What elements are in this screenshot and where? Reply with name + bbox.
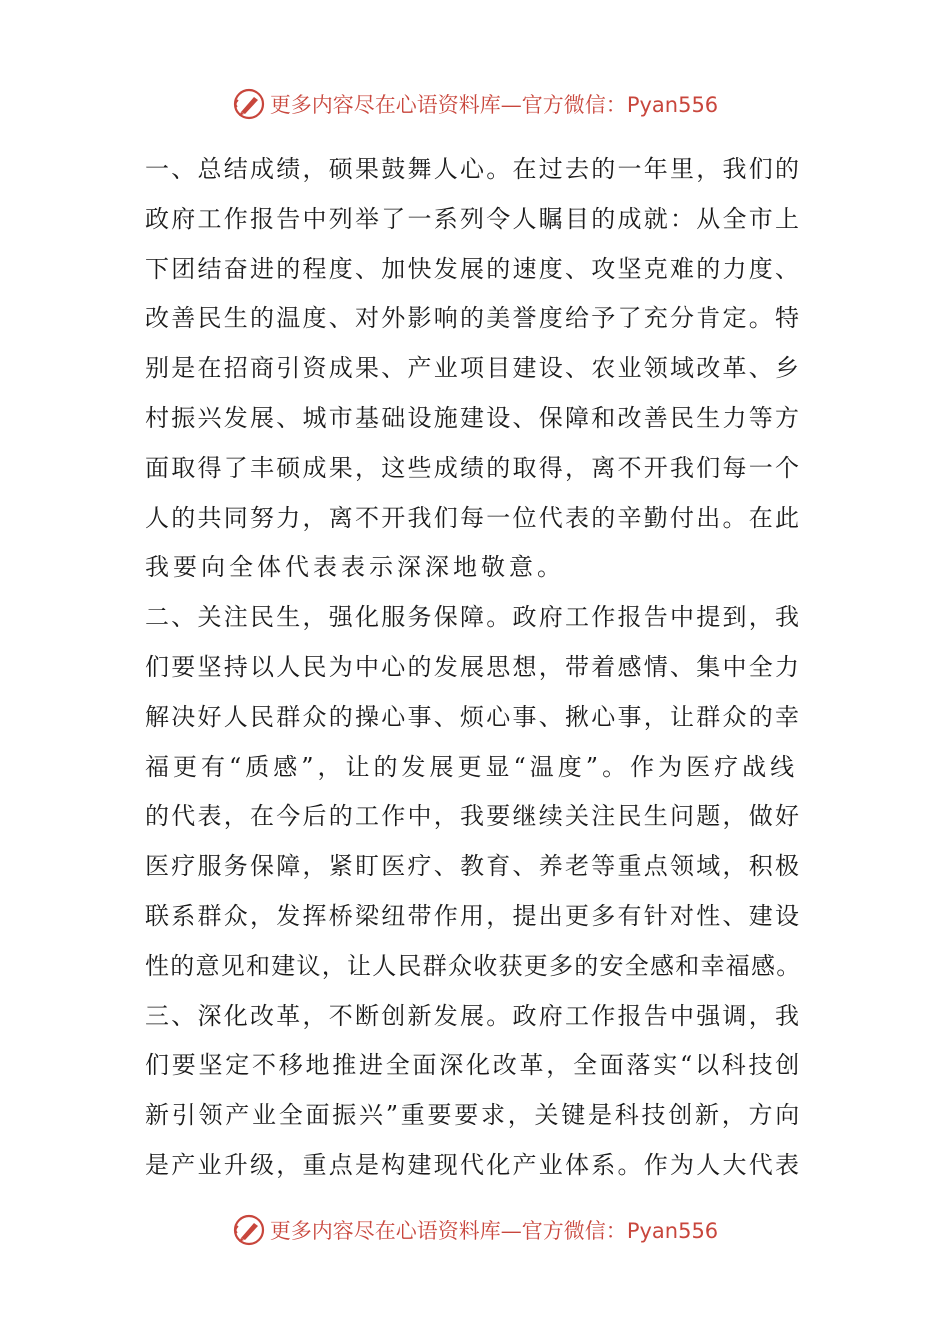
text-line: 二、关注民生，强化服务保障。政府工作报告中提到，我	[145, 603, 802, 632]
text-line: 我要向全体代表表示深深地敬意。	[145, 553, 565, 582]
header-banner-text: 更多内容尽在心语资料库—官方微信：Pyan556	[269, 93, 719, 117]
text-line: 的代表，在今后的工作中，我要继续关注民生问题，做好	[145, 802, 802, 831]
text-line: 们要坚持以人民为中心的发展思想，带着感情、集中全力	[145, 652, 802, 681]
text-line: 福更有“质感”，让的发展更显“温度”。作为医疗战线	[145, 752, 799, 781]
text-line: 村振兴发展、城市基础设施建设、保障和改善民生力等方	[145, 403, 802, 432]
text-line: 下团结奋进的程度、加快发展的速度、攻坚克难的力度、	[145, 254, 802, 283]
text-line: 一、总结成绩，硕果鼓舞人心。在过去的一年里，我们的	[145, 155, 802, 183]
footer-banner-text: 更多内容尽在心语资料库—官方微信：Pyan556	[269, 1219, 719, 1243]
footer-wechat-id: Pyan556	[626, 1219, 719, 1243]
pen-logo-icon	[232, 1213, 266, 1247]
text-line: 新引领产业全面振兴”重要要求，关键是科技创新，方向	[145, 1101, 803, 1130]
text-line: 是产业升级，重点是构建现代化产业体系。作为人大代表	[145, 1150, 802, 1179]
footer-banner	[0, 1210, 950, 1250]
text-line: 医疗服务保障，紧盯医疗、教育、养老等重点领域，积极	[145, 852, 802, 881]
document-body	[145, 145, 805, 1191]
header-banner	[0, 84, 950, 124]
text-line: 联系群众，发挥桥梁纽带作用，提出更多有针对性、建设	[145, 901, 802, 930]
text-line: 改善民生的温度、对外影响的美誉度给予了充分肯定。特	[145, 304, 802, 333]
text-line: 面取得了丰硕成果，这些成绩的取得，离不开我们每一个	[145, 453, 802, 482]
text-line: 解决好人民群众的操心事、烦心事、揪心事，让群众的幸	[145, 702, 802, 731]
text-line: 们要坚定不移地推进全面深化改革，全面落实“以科技创	[145, 1051, 803, 1080]
text-line: 别是在招商引资成果、产业项目建设、农业领域改革、乡	[145, 354, 802, 383]
text-line: 政府工作报告中列举了一系列令人瞩目的成就：从全市上	[145, 204, 802, 233]
text-line: 性的意见和建议，让人民群众收获更多的安全感和幸福感。	[145, 951, 802, 980]
header-wechat-id: Pyan556	[626, 93, 719, 117]
text-line: 人的共同努力，离不开我们每一位代表的辛勤付出。在此	[145, 503, 802, 532]
pen-logo-icon	[232, 87, 266, 121]
text-line: 三、深化改革，不断创新发展。政府工作报告中强调，我	[145, 1001, 802, 1030]
